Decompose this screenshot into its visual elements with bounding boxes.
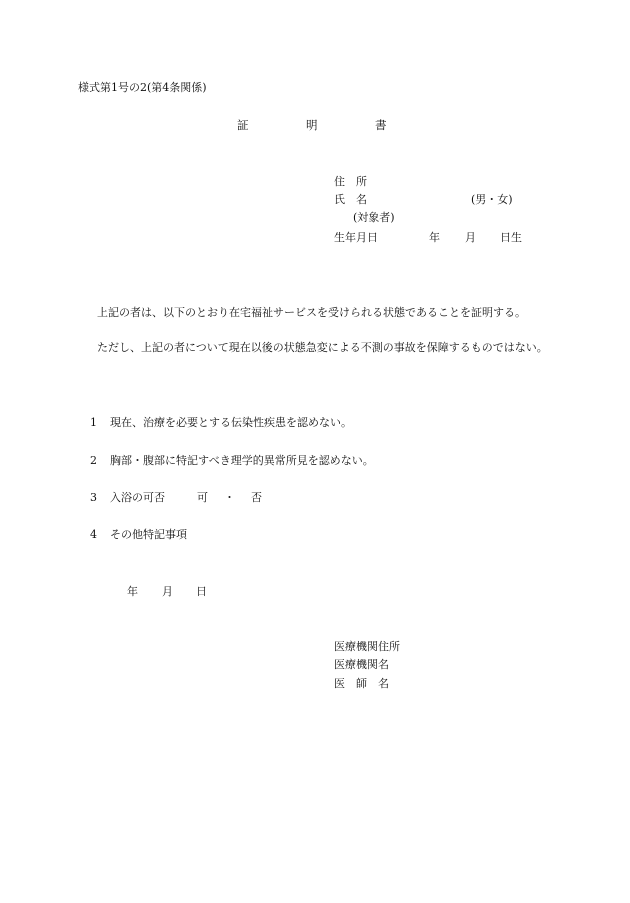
subject-note: (対象者): [353, 211, 395, 224]
institution-name-label: 医療機関名: [334, 658, 389, 671]
birth-month-label: 月: [465, 231, 476, 244]
bathing-yes-option: 可: [197, 491, 208, 504]
issue-month-label: 月: [162, 585, 173, 598]
institution-address-label: 医療機関住所: [334, 640, 400, 653]
item-text: 現在、治療を必要とする伝染性疾患を認めない。: [110, 416, 352, 429]
item-number: 4: [90, 528, 97, 541]
bathing-no-option: 否: [251, 491, 262, 504]
gender-options: (男・女): [471, 193, 513, 206]
item-number: 2: [90, 454, 97, 467]
title-char-2: 明: [306, 118, 318, 132]
item-number: 1: [90, 416, 97, 429]
item-text: 入浴の可否: [110, 491, 165, 504]
name-label: 氏 名: [334, 193, 367, 206]
bathing-separator: ・: [224, 491, 235, 504]
item-text: 胸部・腹部に特記すべき理学的異常所見を認めない。: [110, 454, 374, 467]
birth-year-label: 年: [429, 231, 440, 244]
item-number: 3: [90, 491, 97, 504]
form-number: 様式第1号の2(第4条関係): [78, 81, 207, 94]
certification-paragraph: 上記の者は、以下のとおり在宅福祉サービスを受けられる状態であることを証明する。: [97, 306, 526, 319]
item-text: その他特記事項: [110, 528, 187, 541]
issue-day-label: 日: [196, 585, 207, 598]
bathing-options: [197, 492, 262, 503]
doctor-name-label: 医 師 名: [334, 677, 389, 690]
title-char-3: 書: [375, 118, 387, 132]
list-item: [90, 417, 352, 428]
title-char-1: 証: [237, 118, 249, 132]
address-label: 住 所: [334, 175, 367, 188]
disclaimer-paragraph: ただし、上記の者について現在以後の状態急変による不測の事故を保障するものではない。: [97, 341, 548, 354]
list-item: [90, 455, 374, 466]
birthdate-label: 生年月日: [334, 231, 378, 244]
issue-year-label: 年: [127, 585, 138, 598]
list-item: [90, 492, 262, 503]
birth-day-label: 日生: [500, 231, 522, 244]
list-item: [90, 529, 187, 540]
